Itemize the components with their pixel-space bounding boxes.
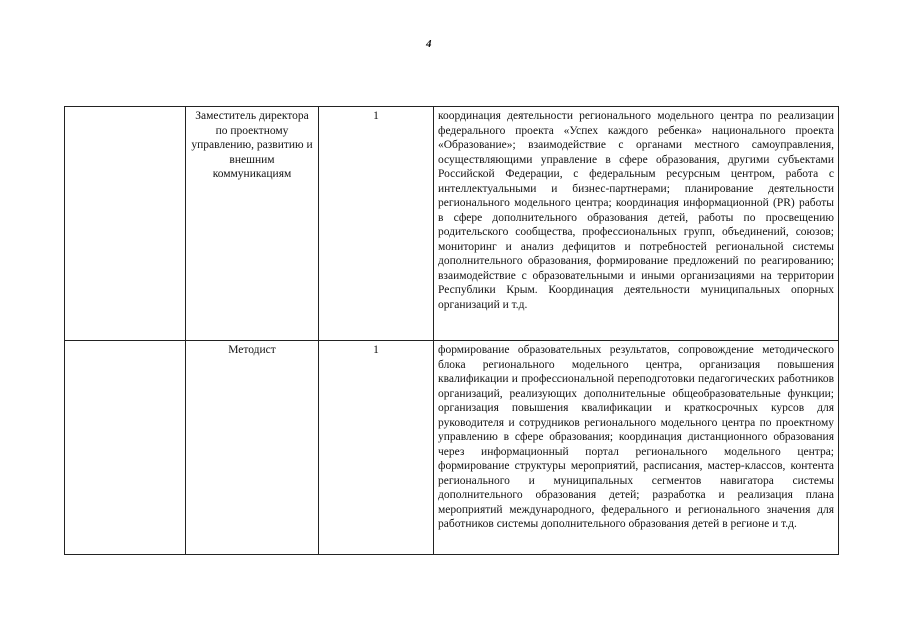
position-cell: Методист xyxy=(186,341,319,555)
count-cell: 1 xyxy=(319,341,434,555)
count-cell: 1 xyxy=(319,107,434,341)
page-number: 4 xyxy=(426,38,432,50)
staff-table xyxy=(64,106,839,555)
empty-cell xyxy=(65,341,186,555)
description-cell: формирование образовательных результатов, сопровождение методического блока регионального модельного центра, организация повышения квалификации и профессиональной переподготовки педагогических работников организаций, реализующих дополнительные общеобразовательные функции; организация повышения квалификации и краткосрочных курсов для руководителя и сотрудников регионального модельного центра по проектному управлению в сфере образования; координация дистанционного образования через информационный портал регионального модельного центра; формирование структуры мероприятий, расписания, мастер-классов, контента регионального и муниципальных сегментов навигатора системы дополнительного образования детей; разработка и реализация плана мероприятий международного, федерального и регионального значения для работников системы дополнительного образования детей в регионе и т.д. xyxy=(434,341,839,555)
empty-cell xyxy=(65,107,186,341)
table-row xyxy=(65,341,839,555)
position-cell: Заместитель директора по проектному управлению, развитию и внешним коммуникациям xyxy=(186,107,319,341)
table-row xyxy=(65,107,839,341)
description-cell: координация деятельности регионального модельного центра по реализации федерального проекта «Успех каждого ребенка» национального проекта «Образование»; взаимодействие с органами местного самоуправления, осуществляющими управление в сфере образования, другими субъектами Российской Федерации, с федеральным ресурсным центром, работа с интеллектуальными и бизнес-партнерами; планирование деятельности регионального модельного центра; координация информационной (PR) работы в сфере дополнительного образования детей, работы по просвещению родительского сообщества, профессиональных групп, объединений, союзов; мониторинг и анализ дефицитов и потребностей региональной системы дополнительного образования, формирование предложений по реагированию; взаимодействие с образовательными и иными организациями на территории Республики Крым. Координация деятельности муниципальных опорных организаций и т.д. xyxy=(434,107,839,341)
